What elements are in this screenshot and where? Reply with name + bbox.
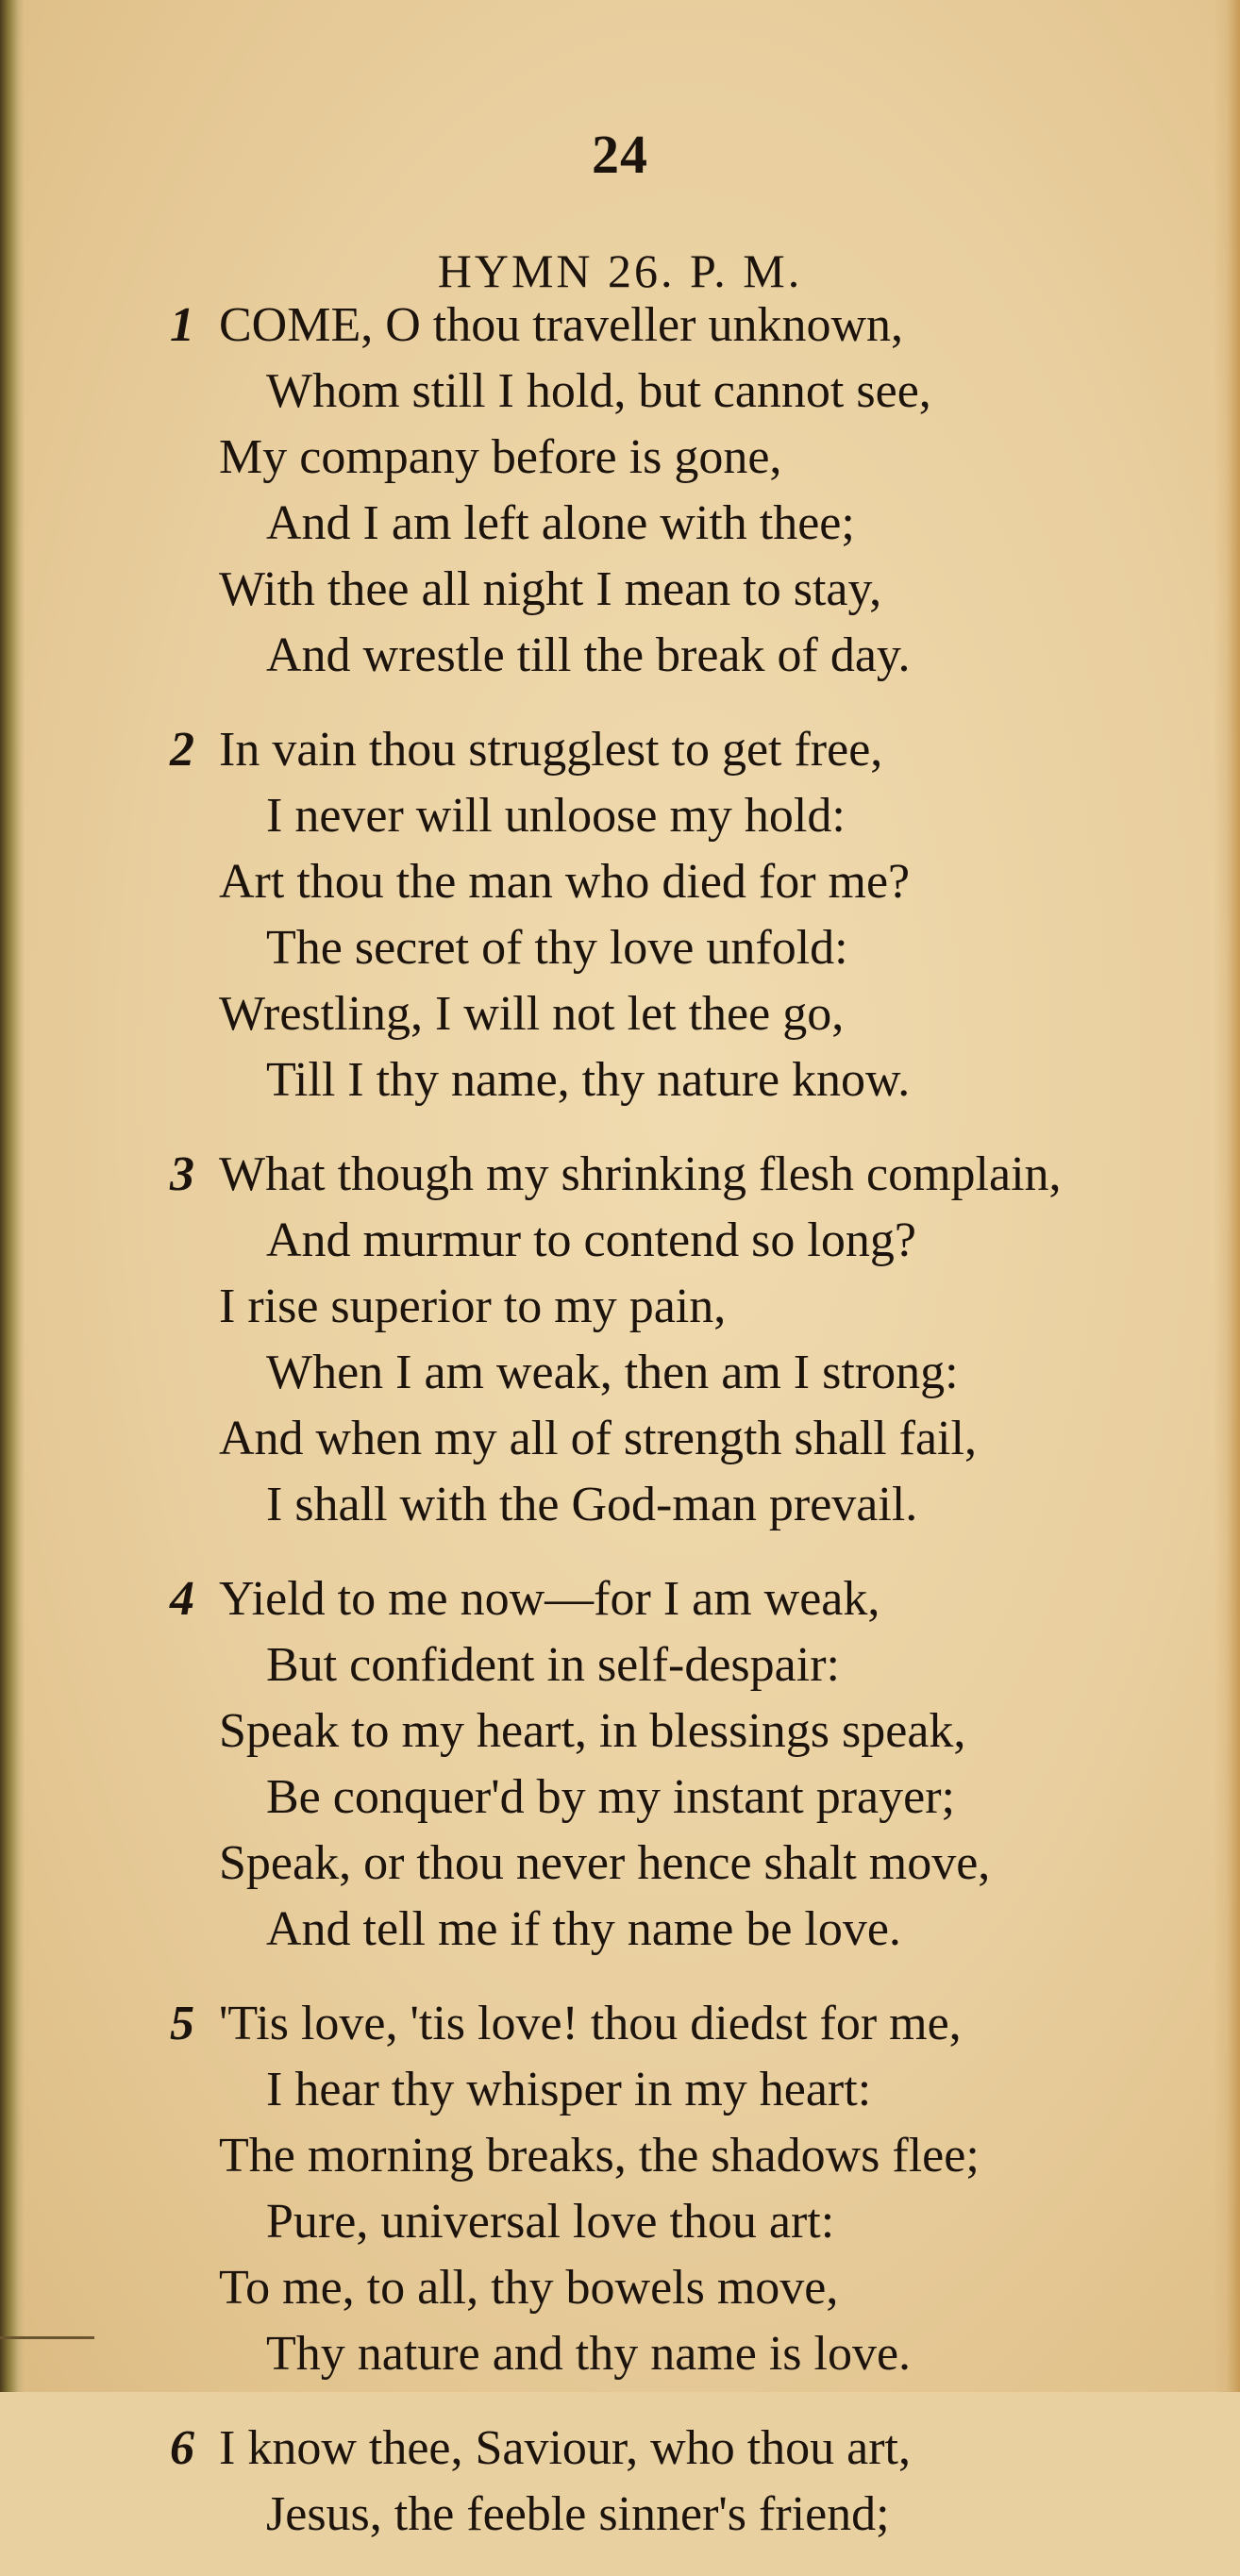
verse-line: I know thee, Saviour, who thou art,	[219, 2421, 912, 2475]
verse-number: 3	[170, 1147, 194, 1201]
verse-line: And when my all of strength shall fail,	[219, 1412, 977, 1465]
verse-line: With thee all night I mean to stay,	[219, 562, 882, 616]
verse	[0, 1991, 1240, 2416]
verse-line: I shall with the God-man prevail.	[266, 1478, 918, 1531]
verse-line: What though my shrinking flesh complain,	[219, 1147, 1062, 1201]
verse-line: And wrestle till the break of day.	[266, 628, 911, 682]
verse-line: Yield to me now—for I am weak,	[219, 1572, 880, 1626]
verse-line: Speak to my heart, in blessings speak,	[219, 1704, 966, 1758]
page-number: 24	[592, 124, 648, 185]
verse-number: 6	[170, 2421, 194, 2475]
verse	[0, 2416, 1240, 2576]
verse-line: Till I thy name, thy nature know.	[266, 1053, 911, 1107]
verse-line: My company before is gone,	[219, 430, 782, 484]
verse-number: 5	[170, 1997, 194, 2050]
hymn-title: HYMN 26. P. M.	[437, 244, 803, 297]
verse-number: 4	[170, 1572, 194, 1626]
verse-line: 'Tis love, 'tis love! thou diedst for me,	[219, 1997, 962, 2050]
verse-line: Wrestling, I will not let thee go,	[219, 987, 845, 1041]
verse-line: I never will unloose my hold:	[266, 789, 846, 843]
verse	[0, 1142, 1240, 1566]
verse-line: And I am left alone with thee;	[266, 496, 855, 550]
verse-line: But confident in self-despair:	[266, 1638, 840, 1692]
verse-line: And tell me if thy name be love.	[266, 1902, 901, 1956]
verse-line: The secret of thy love unfold:	[266, 921, 848, 975]
verse-line: To me, to all, thy bowels move,	[219, 2261, 839, 2315]
verse-line: In vain thou strugglest to get free,	[219, 723, 883, 777]
verse-line: I rise superior to my pain,	[219, 1280, 727, 1333]
verse-line: Be conquer'd by my instant prayer;	[266, 1770, 955, 1824]
verse-line: Pure, universal love thou art:	[266, 2195, 835, 2249]
verse-line: I hear thy whisper in my heart:	[266, 2063, 872, 2116]
verse	[0, 717, 1240, 1142]
verse-line: Whom still I hold, but cannot see,	[266, 364, 931, 418]
verse-line: When I am weak, then am I strong:	[266, 1346, 959, 1399]
verse	[0, 293, 1240, 717]
verse-line: Thy nature and thy name is love.	[266, 2327, 912, 2381]
hymn-verses	[0, 293, 1240, 2576]
verse-number: 2	[170, 723, 194, 777]
verse-number: 1	[170, 298, 194, 352]
verse-line: Art thou the man who died for me?	[219, 855, 911, 909]
verse	[0, 1566, 1240, 1991]
verse-line: Jesus, the feeble sinner's friend;	[266, 2487, 890, 2541]
verse-line: The morning breaks, the shadows flee;	[219, 2129, 980, 2183]
verse-line: Speak, or thou never hence shalt move,	[219, 1836, 991, 1890]
verse-line: And murmur to contend so long?	[266, 1213, 916, 1267]
verse-line: COME, O thou traveller unknown,	[219, 298, 904, 352]
